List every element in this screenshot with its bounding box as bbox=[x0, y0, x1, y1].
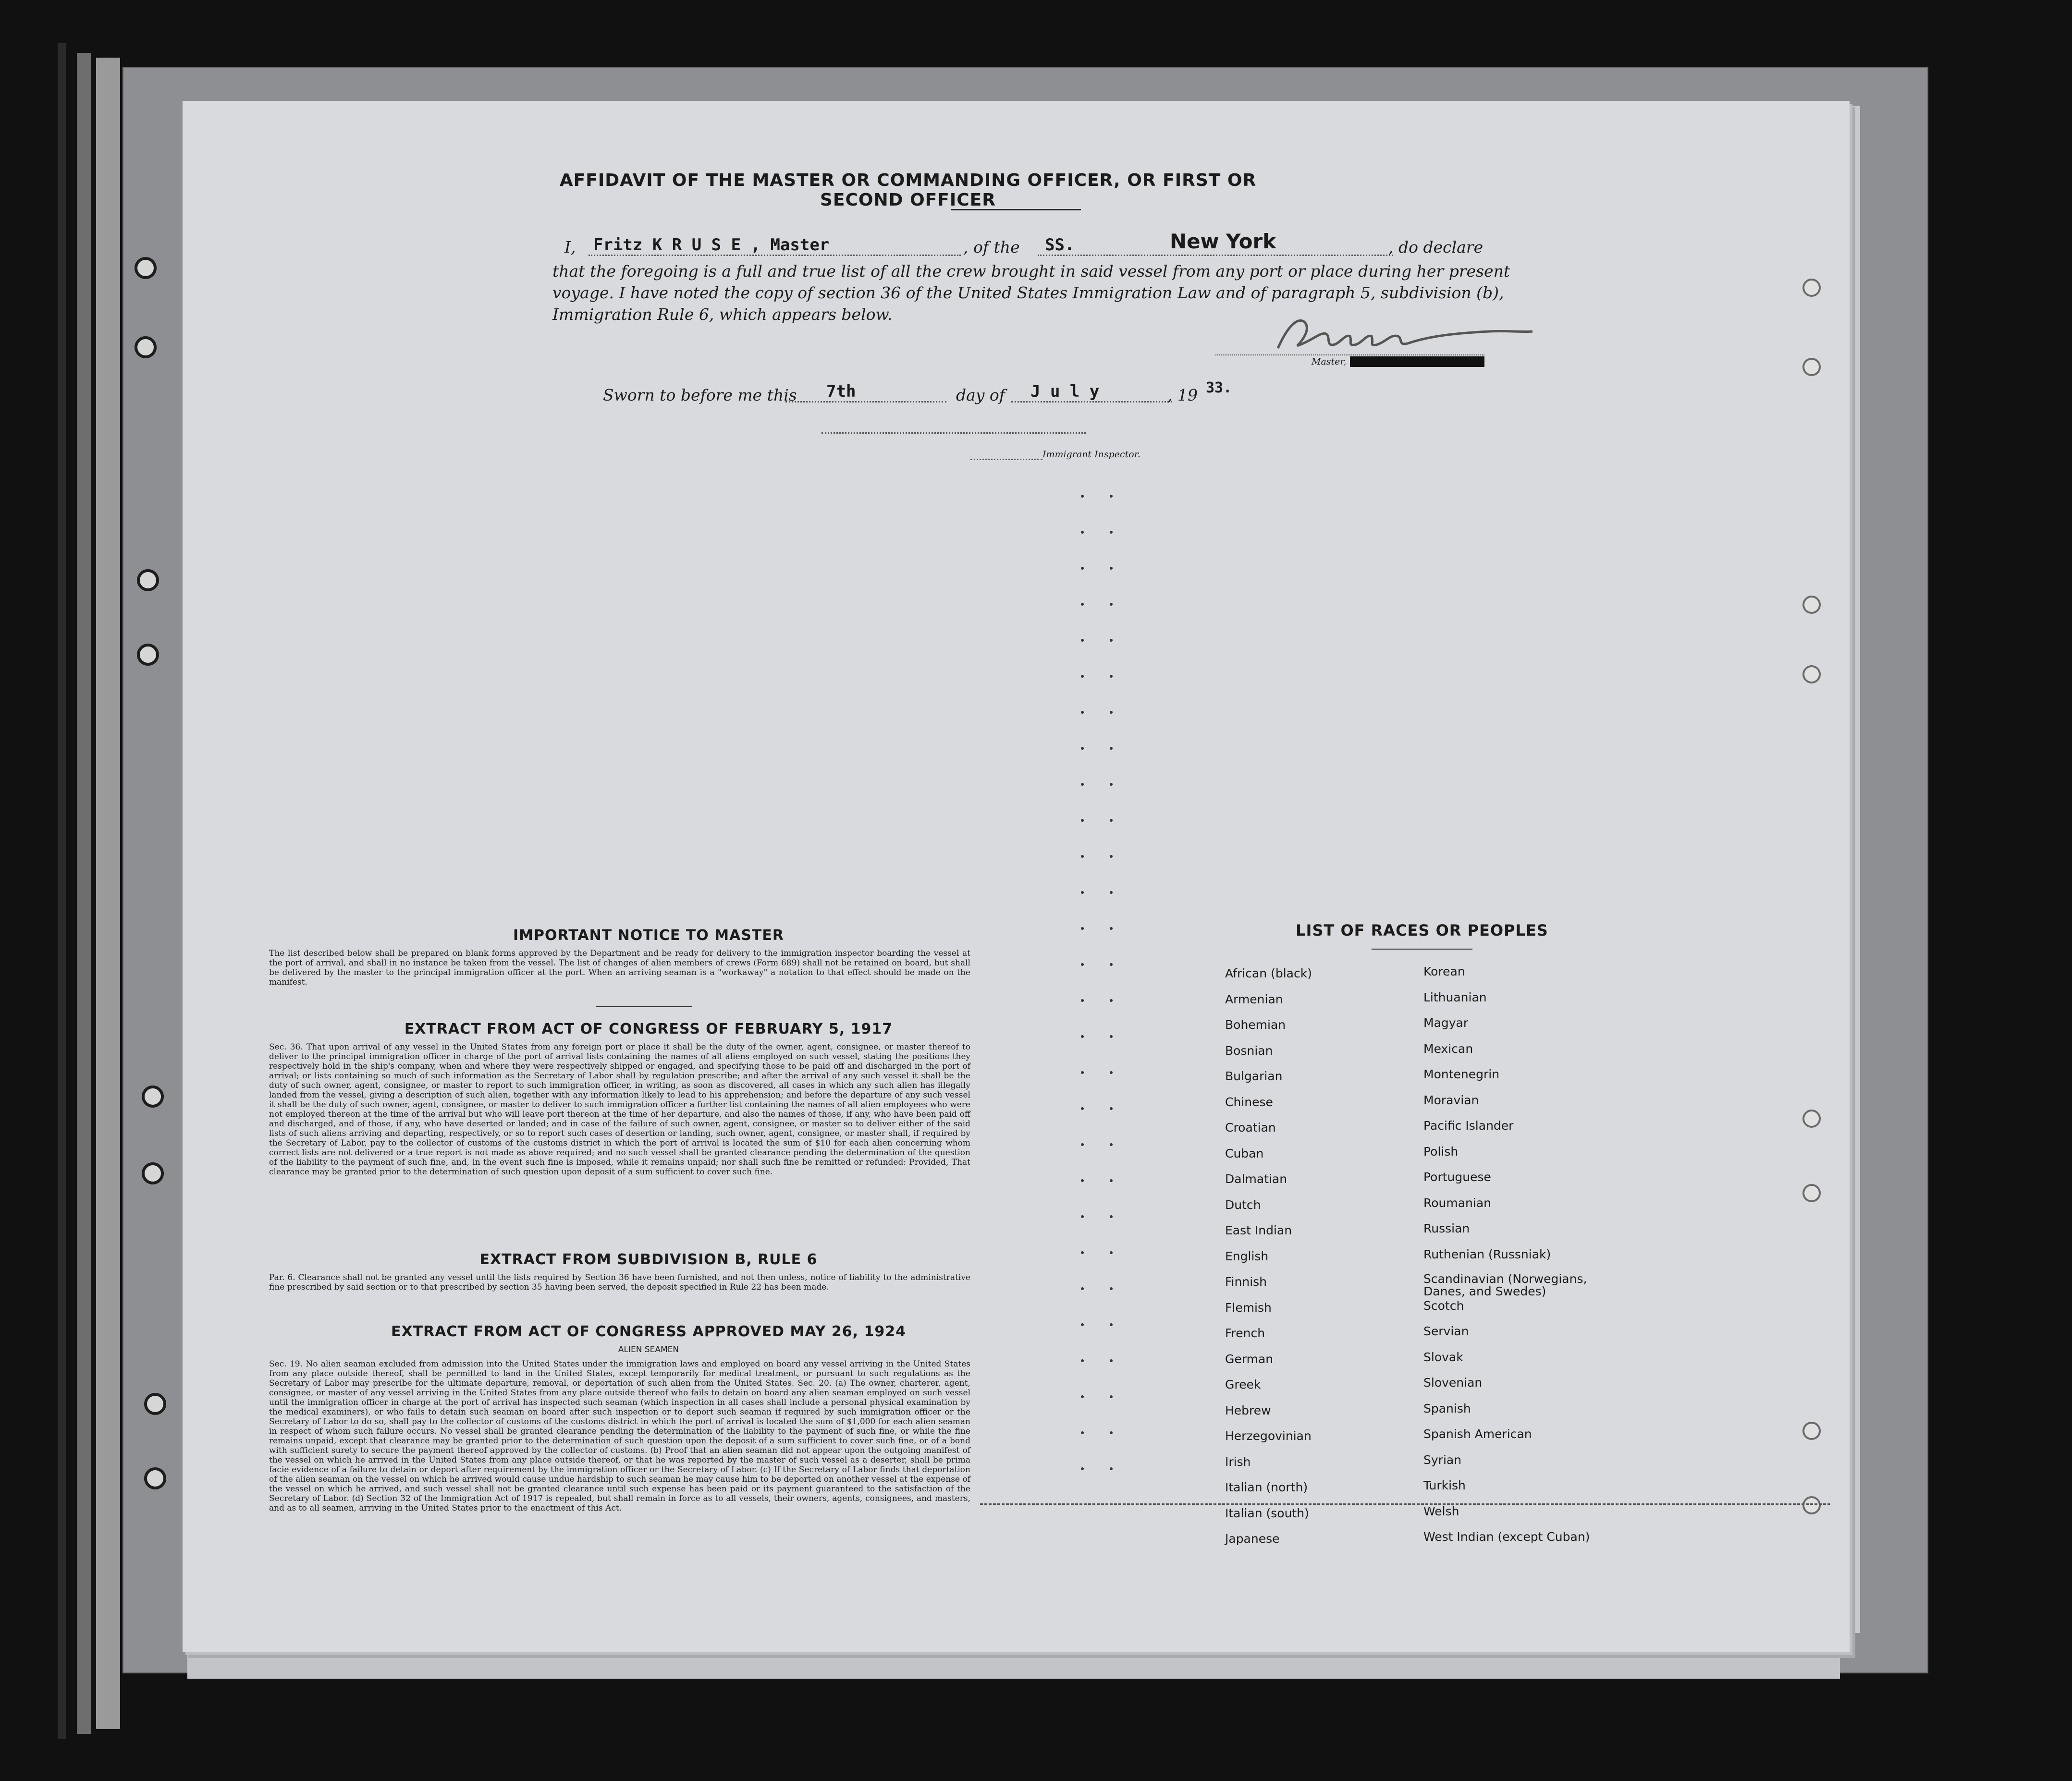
name-line bbox=[588, 255, 961, 256]
race-item: Syrian bbox=[1423, 1452, 1462, 1467]
punch-hole bbox=[1802, 596, 1821, 614]
alien-seamen-subtitle: ALIEN SEAMEN bbox=[618, 1345, 679, 1354]
races-left-column bbox=[1225, 966, 1408, 1558]
punch-hole bbox=[1802, 1496, 1821, 1514]
races-title: LIST OF RACES OR PEOPLES bbox=[1296, 921, 1548, 939]
binder-hole bbox=[135, 257, 157, 279]
year-prefix: , 19 bbox=[1167, 386, 1198, 404]
race-item: Moravian bbox=[1423, 1093, 1479, 1107]
notice-title: IMPORTANT NOTICE TO MASTER bbox=[513, 927, 784, 944]
race-item: Cuban bbox=[1225, 1146, 1264, 1160]
race-item: Bulgarian bbox=[1225, 1069, 1283, 1083]
redaction-bar bbox=[1350, 356, 1484, 367]
vessel-name: New York bbox=[1170, 230, 1276, 253]
sworn-label: Sworn to before me this bbox=[603, 386, 797, 404]
race-item: Irish bbox=[1225, 1454, 1251, 1469]
rule-6-body: Par. 6. Clearance shall not be granted any vessel until the lists required by Section 36 have been furnished, and not then unless, notice of liability to the administrative fine prescribed by said section or to that prescribed by section 35 having been served, the deposit specified in Rule 22 has been made. bbox=[269, 1273, 970, 1292]
race-item: Welsh bbox=[1423, 1504, 1459, 1518]
race-item: Slovak bbox=[1423, 1350, 1463, 1364]
perforation-line bbox=[980, 1503, 1830, 1505]
punch-hole bbox=[1802, 1184, 1821, 1202]
signature-line bbox=[1215, 354, 1484, 355]
binder-hole bbox=[137, 644, 159, 666]
race-item: Finnish bbox=[1225, 1275, 1267, 1289]
race-item: West Indian (except Cuban) bbox=[1423, 1530, 1590, 1544]
race-item: Japanese bbox=[1225, 1532, 1280, 1546]
binder-hole bbox=[135, 336, 157, 358]
race-item: Croatian bbox=[1225, 1121, 1276, 1134]
race-item: Roumanian bbox=[1423, 1195, 1492, 1210]
races-underline bbox=[1372, 949, 1472, 950]
page-edge bbox=[187, 1655, 1840, 1679]
race-item: Slovenian bbox=[1423, 1376, 1483, 1390]
race-item: African (black) bbox=[1225, 966, 1312, 980]
extract-1924-body: Sec. 19. No alien seaman excluded from admission into the United States under the immigration laws and employed on board any vessel arriving in the United States from any place outside thereof, shall be permitted to land in the United States, except temporarily for medical treatment, or pursuant to such regulations as the Secretary of Labor may prescribe for the ultimate departure, removal, or deportation of such alien from the United States. Sec. 20. (a) The owner, charterer, agent, consignee, or master of any vessel arriving in the United States from any place outside thereof who fails to detain on board any alien seaman employed on such vessel until the immigration officer in charge at the port of arrival has inspected such seaman (which inspection in all cases shall include a personal physical examination by the medical examiners), or who fails to detain such seaman on board after such inspection or to deport such seaman if required by such immigration officer or the Secretary of Labor to do so, shall pay to the collector of customs of the customs district in which the port of arrival is located the sum of $1,000 for each alien seaman in respect of whom such failure occurs. No vessel shall be granted clearance pending the determination of the liability to the payment of such fine, or while the fine remains unpaid, except that clearance may be granted prior to the determination of such question upon the deposit of a sum sufficient to cover such fine, or of a bond with sufficient surety to secure the payment thereof approved by the collector of customs. (b) Proof that an alien seaman did not appear upon the outgoing manifest of the vessel on which he arrived in the United States from any place outside thereof, or that he was reported by the master of such vessel as a deserter, shall be prima facie evidence of a failure to detain or deport after requirement by the immigration officer or the Secretary of Labor. (c) If the Secretary of Labor finds that deportation of the alien seaman on the vessel on which he arrived would cause undue hardship to such seaman he may cause him to be deported on another vessel at the expense of the vessel on which he arrived, and such vessel shall not be granted clearance until such expense has been paid or its payment guaranteed to the satisfaction of the Secretary of Labor. (d) Section 32 of the Immigration Act of 1917 is repealed, but shall remain in force as to all vessels, their owners, agents, consignees, and masters, and as to all seamen, arriving in the United States prior to the enactment of this Act. bbox=[269, 1359, 970, 1513]
race-item: Italian (south) bbox=[1225, 1506, 1309, 1520]
punch-hole bbox=[1802, 358, 1821, 376]
binder-hole bbox=[144, 1393, 166, 1415]
inspector-label: Immigrant Inspector. bbox=[1042, 449, 1140, 460]
affidavit-line-4: Immigration Rule 6, which appears below. bbox=[552, 305, 893, 324]
section-divider bbox=[596, 1006, 692, 1007]
race-item: Scandinavian (Norwegians, Danes, and Swedes) bbox=[1423, 1272, 1587, 1298]
binder-hole bbox=[142, 1086, 164, 1108]
punch-hole bbox=[1802, 665, 1821, 683]
binder-edge bbox=[58, 43, 66, 1739]
race-item: Armenian bbox=[1225, 992, 1283, 1006]
race-item: English bbox=[1225, 1249, 1269, 1263]
affidavit-line-2: that the foregoing is a full and true list of all the crew brought in said vessel from any port or place during her present bbox=[552, 262, 1510, 281]
race-item: Ruthenian (Russniak) bbox=[1423, 1247, 1551, 1261]
races-right-column bbox=[1423, 964, 1625, 1556]
extract-1924-title: EXTRACT FROM ACT OF CONGRESS APPROVED MAY 26, 1924 bbox=[391, 1323, 906, 1340]
race-item: Hebrew bbox=[1225, 1403, 1271, 1417]
affidavit-prefix: I, bbox=[564, 238, 576, 256]
sworn-month: J u l y bbox=[1030, 382, 1100, 401]
race-item: Portuguese bbox=[1423, 1170, 1491, 1184]
race-item: Chinese bbox=[1225, 1095, 1273, 1109]
title-underline bbox=[951, 209, 1081, 210]
binder-hole bbox=[142, 1162, 164, 1184]
race-item: Servian bbox=[1423, 1324, 1469, 1338]
race-item: East Indian bbox=[1225, 1223, 1292, 1237]
race-item: Bosnian bbox=[1225, 1043, 1273, 1058]
punch-hole bbox=[1802, 1422, 1821, 1440]
of-the-label: , of the bbox=[963, 238, 1020, 256]
punch-hole bbox=[1802, 279, 1821, 297]
race-item: Greek bbox=[1225, 1378, 1261, 1391]
race-item: Lithuanian bbox=[1423, 990, 1487, 1004]
vessel-prefix: SS. bbox=[1045, 235, 1075, 255]
race-item: Italian (north) bbox=[1225, 1480, 1308, 1494]
master-label: Master, bbox=[1312, 356, 1347, 367]
extract-1917-title: EXTRACT FROM ACT OF CONGRESS OF FEBRUARY 5, 1917 bbox=[404, 1021, 893, 1037]
race-item: French bbox=[1225, 1326, 1265, 1340]
vessel-line bbox=[1038, 255, 1393, 256]
race-item: Russian bbox=[1423, 1221, 1470, 1235]
race-item: Korean bbox=[1423, 964, 1465, 978]
race-item: Polish bbox=[1423, 1144, 1459, 1159]
race-item: Bohemian bbox=[1225, 1018, 1286, 1032]
race-item: Flemish bbox=[1225, 1300, 1272, 1315]
race-item: Mexican bbox=[1423, 1041, 1473, 1056]
binder-edge bbox=[96, 58, 120, 1729]
affidavit-title: AFFIDAVIT OF THE MASTER OR COMMANDING OFFICER, OR FIRST OR SECOND OFFICER bbox=[559, 171, 1257, 210]
race-item: German bbox=[1225, 1352, 1274, 1366]
sworn-day: 7th bbox=[826, 382, 856, 401]
extract-1917-body: Sec. 36. That upon arrival of any vessel in the United States from any foreign port or place it shall be the duty of the owner, agent, consignee, or master thereof to deliver to the principal immigration officer in charge of the port of arrival lists containing the names of all aliens employed on such vessel, stating the positions they respectively hold in the ship's company, when and where they were respectively shipped or engaged, and specifying those to be paid off and discharged in the port of arrival; or lists containing so much of such information as the Secretary of Labor shall by regulation prescribe; and after the arrival of any such vessel it shall be the duty of such owner, agent, consignee, or master to report to such immigration officer, in writing, as soon as discovered, all cases in which any such alien has illegally landed from the vessel, giving a description of such alien, together with any information likely to lead to his apprehension; and before the departure of any such vessel it shall be the duty of such owner, agent, consignee, or master to deliver to such immigration officer a further list containing the names of all alien employees who were not employed thereon at the time of the arrival but who will leave port thereon at the time of her departure, and also the names of those, if any, who have been paid off and discharged, and of those, if any, who have deserted or landed; and in case of the failure of such owner, agent, consignee, or master so to deliver either of the said lists of such aliens arriving and departing, respectively, or so to report such cases of desertion or landing, such owner, agent, consignee, or master shall, if required by the Secretary of Labor, pay to the collector of customs of the customs district in which the port of arrival is located the sum of $10 for each alien concerning whom correct lists are not delivered or a true report is not made as above required; and no such vessel shall be granted clearance pending the determination of the question of the liability to the payment of such fine, and, in the event such fine is imposed, while it remains unpaid; nor shall such fine be remitted or refunded: Provided, That clearance may be granted prior to the determination of such question upon deposit of a sum sufficient to cover such fine. bbox=[269, 1042, 970, 1177]
month-line bbox=[1011, 401, 1172, 403]
race-item: Montenegrin bbox=[1423, 1067, 1500, 1081]
sworn-year: 33. bbox=[1206, 379, 1232, 396]
day-line bbox=[785, 401, 946, 403]
race-item: Dalmatian bbox=[1225, 1172, 1287, 1186]
race-item: Magyar bbox=[1423, 1016, 1469, 1030]
notice-body: The list described below shall be prepared on blank forms approved by the Department and be ready for delivery to the immigration inspector boarding the vessel at the port of arrival, and shall in no instance be taken from the vessel. The list of changes of alien members of crews (Form 689) shall not be retained on board, but shall be delivered by the master to the principal immigration officer at the port. When an arriving seaman is a "workaway" a notation to that effect should be made on the manifest. bbox=[269, 949, 970, 987]
punch-hole bbox=[1802, 1110, 1821, 1128]
binder-hole bbox=[144, 1467, 166, 1489]
affidavit-line-3: voyage. I have noted the copy of section 36 of the United States Immigration Law and of paragraph 5, subdivision (b), bbox=[552, 283, 1504, 302]
race-item: Spanish American bbox=[1423, 1427, 1532, 1441]
race-item: Dutch bbox=[1225, 1197, 1261, 1212]
binder-edge bbox=[77, 53, 91, 1734]
race-item: Herzegovinian bbox=[1225, 1429, 1312, 1443]
inspector-signature-line bbox=[821, 432, 1086, 434]
race-item: Pacific Islander bbox=[1423, 1119, 1514, 1133]
master-signature bbox=[1268, 307, 1537, 360]
race-item: Scotch bbox=[1423, 1298, 1464, 1313]
master-name: Fritz K R U S E , Master bbox=[593, 235, 830, 255]
day-of-label: day of bbox=[956, 386, 1005, 404]
rule-6-title: EXTRACT FROM SUBDIVISION B, RULE 6 bbox=[479, 1251, 818, 1268]
do-declare-label: , do declare bbox=[1388, 238, 1484, 256]
inspector-line bbox=[970, 459, 1042, 460]
binder-hole bbox=[137, 569, 159, 591]
race-item: Turkish bbox=[1423, 1478, 1466, 1492]
race-item: Spanish bbox=[1423, 1401, 1471, 1415]
